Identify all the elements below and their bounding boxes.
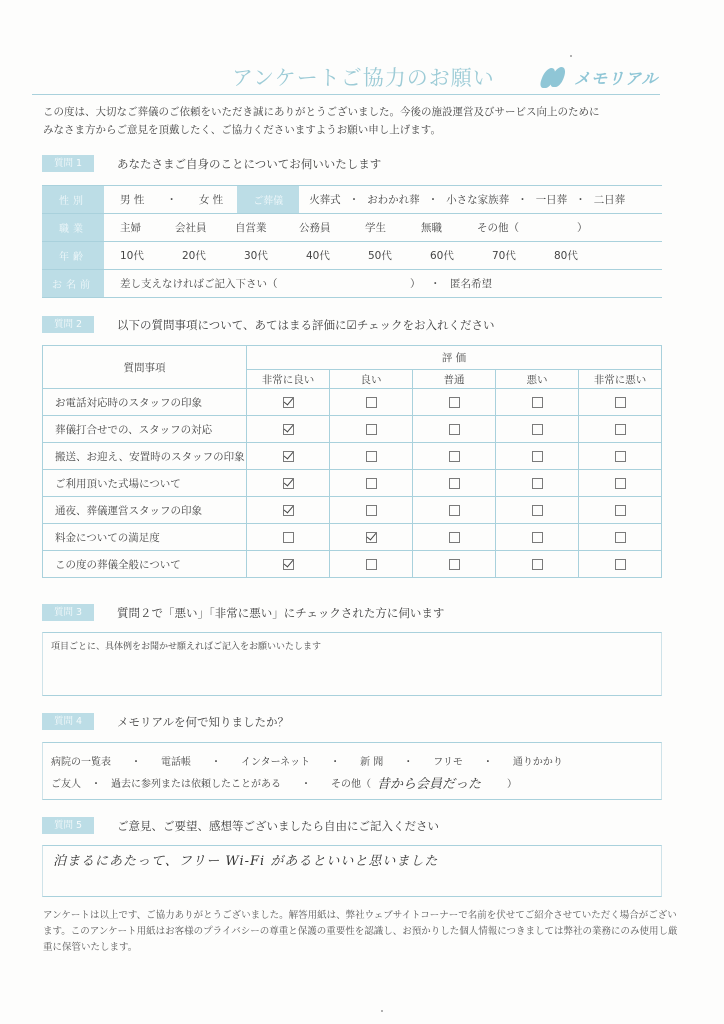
- option-one-day[interactable]: 一日葬: [535, 194, 568, 206]
- occupation-row: [42, 214, 662, 242]
- rating-row: [43, 443, 662, 470]
- row-label: 年齢: [42, 242, 104, 269]
- rating-cell: [413, 470, 496, 497]
- option-furimo[interactable]: フリモ: [433, 756, 463, 768]
- rating-cell: [247, 551, 330, 578]
- question-3-heading: [42, 604, 444, 621]
- rating-cell: [496, 389, 579, 416]
- option-male[interactable]: 男 性: [120, 194, 145, 206]
- rating-item-label: お電話対応時のスタッフの印象: [43, 389, 247, 416]
- gender-row: [42, 186, 662, 214]
- question-badge: 質問 5: [42, 817, 94, 834]
- checkbox-checked[interactable]: [283, 397, 294, 408]
- separator: ・: [166, 194, 177, 206]
- checkbox[interactable]: [366, 424, 377, 435]
- question-4-heading: [42, 713, 289, 730]
- row-label: 職業: [42, 214, 104, 241]
- rating-cell: [579, 470, 662, 497]
- rating-cell: [247, 416, 330, 443]
- rating-cell: [247, 524, 330, 551]
- checkbox[interactable]: [366, 559, 377, 570]
- rating-cell: [413, 524, 496, 551]
- rating-cell: [330, 443, 413, 470]
- separator: ・: [131, 756, 141, 768]
- separator: ・: [348, 194, 360, 206]
- checkbox[interactable]: [615, 424, 626, 435]
- name-row: [42, 270, 662, 298]
- checkbox[interactable]: [615, 559, 626, 570]
- checkbox-checked[interactable]: [283, 424, 294, 435]
- other-answer-handwritten[interactable]: 昔から会員だった: [377, 776, 482, 792]
- rating-cell: [496, 470, 579, 497]
- rating-cell: [413, 551, 496, 578]
- column-header: 非常に良い: [247, 370, 330, 389]
- question-1-heading: [42, 155, 381, 172]
- option-past-use[interactable]: 過去に参列または依頼したことがある: [111, 778, 281, 790]
- referral-line-1: [51, 749, 661, 771]
- rating-item-label: 葬儀打合せでの、スタッフの対応: [43, 416, 247, 443]
- rating-cell: [413, 497, 496, 524]
- rating-cell: [330, 470, 413, 497]
- company-logo: [540, 66, 658, 89]
- field-hint: 項目ごとに、具体例をお聞かせ願えればご記入をお願いいたします: [51, 642, 322, 652]
- rating-cell: [247, 443, 330, 470]
- age-row: [42, 242, 662, 270]
- checkbox[interactable]: [366, 478, 377, 489]
- header-divider: [32, 94, 660, 95]
- rating-cell: [330, 524, 413, 551]
- intro-text: [43, 103, 683, 139]
- checkbox[interactable]: [615, 505, 626, 516]
- question-badge: 質問 2: [42, 316, 94, 333]
- option-newspaper[interactable]: 新 聞: [360, 756, 384, 768]
- rating-item-label: この度の葬儀全般について: [43, 551, 247, 578]
- option-farewell[interactable]: おわかれ葬: [367, 194, 420, 206]
- checkbox[interactable]: [615, 532, 626, 543]
- option-age-70s[interactable]: 70代: [492, 250, 516, 262]
- checkbox[interactable]: [449, 451, 460, 462]
- checkbox[interactable]: [449, 397, 460, 408]
- logo-mark-icon: [540, 67, 568, 89]
- question-text: 質問２で「悪い」「非常に悪い」にチェックされた方に伺います: [117, 605, 445, 620]
- separator: ・: [427, 194, 439, 206]
- rating-cell: [496, 497, 579, 524]
- rating-cell: [330, 416, 413, 443]
- checkbox[interactable]: [532, 559, 543, 570]
- rating-row: [43, 497, 662, 524]
- checkbox[interactable]: [449, 532, 460, 543]
- option-self-employed[interactable]: 自営業: [235, 222, 267, 234]
- option-unemployed[interactable]: 無職: [421, 222, 442, 234]
- checkbox[interactable]: [366, 397, 377, 408]
- rating-cell: [496, 443, 579, 470]
- question-badge: 質問 1: [42, 155, 94, 172]
- checkbox[interactable]: [532, 478, 543, 489]
- separator: ・: [430, 278, 441, 290]
- intro-line-2: みなさま方からご意見を頂戴したく、ご協力くださいますようお願い申し上げます。: [43, 124, 441, 136]
- option-age-50s[interactable]: 50代: [368, 250, 392, 262]
- rating-cell: [496, 524, 579, 551]
- row-label: お名前: [42, 270, 104, 297]
- funeral-type-label: ご葬儀: [237, 186, 299, 213]
- scan-speck: [381, 1010, 383, 1012]
- rating-cell: [496, 551, 579, 578]
- column-header: 良い: [330, 370, 413, 389]
- separator: ・: [482, 756, 493, 768]
- rating-item-label: 料金についての満足度: [43, 524, 247, 551]
- checkbox[interactable]: [366, 451, 377, 462]
- checkbox[interactable]: [532, 505, 543, 516]
- option-anonymous[interactable]: 匿名希望: [450, 278, 492, 290]
- rating-cell: [330, 497, 413, 524]
- separator: ・: [301, 778, 311, 790]
- checkbox-checked[interactable]: [283, 505, 294, 516]
- intro-line-1: この度は、大切なご葬儀のご依頼をいただき誠にありがとうございました。今後の施設運営及びサービス向上のために: [43, 106, 600, 118]
- option-hospital-list[interactable]: 病院の一覧表: [51, 756, 111, 768]
- rating-cell: [413, 443, 496, 470]
- option-other[interactable]: その他（: [331, 778, 371, 790]
- option-age-60s[interactable]: 60代: [430, 250, 454, 262]
- option-age-80s[interactable]: 80代: [554, 250, 578, 262]
- question-2-heading: [42, 316, 495, 333]
- option-two-day[interactable]: 二日葬: [593, 194, 626, 206]
- scan-speck: [570, 55, 572, 57]
- column-header: 悪い: [496, 370, 579, 389]
- referral-source-options: [42, 742, 662, 800]
- checkbox[interactable]: [449, 559, 460, 570]
- checkbox[interactable]: [283, 532, 294, 543]
- rating-cell: [247, 389, 330, 416]
- option-friend[interactable]: ご友人: [51, 778, 81, 790]
- rating-cell: [413, 416, 496, 443]
- profile-table: [42, 185, 662, 298]
- footer-note: アンケートは以上です、ご協力ありがとうございました。解答用紙は、弊社ウェブサイトコーナーで名前を伏せてご紹介させていただく場合がございます。このアンケート用紙はお客様のプライバシーの尊重と保護の重要性を認識し、お預かりした個人情報につきましては弊社の業務にのみ使用し厳重に保管いたします。: [43, 910, 678, 953]
- rating-cell: [579, 524, 662, 551]
- rating-cell: [247, 497, 330, 524]
- checkbox[interactable]: [615, 397, 626, 408]
- checkbox[interactable]: [449, 505, 460, 516]
- rating-row: [43, 389, 662, 416]
- option-cremation[interactable]: 火葬式: [309, 194, 341, 206]
- checkbox[interactable]: [449, 478, 460, 489]
- name-field-label[interactable]: 差し支えなければご記入下さい（: [120, 278, 278, 290]
- question-text: あなたさまご自身のことについてお伺いいたします: [117, 156, 382, 171]
- rating-row: [43, 470, 662, 497]
- item-header: 質問事項: [43, 346, 247, 389]
- separator: ・: [517, 194, 528, 206]
- question-badge: 質問 3: [42, 604, 94, 621]
- option-family[interactable]: 小さな家族葬: [446, 194, 510, 206]
- question-badge: 質問 4: [42, 713, 94, 730]
- close-paren: ）: [577, 222, 588, 234]
- checkbox[interactable]: [532, 424, 543, 435]
- separator: ・: [403, 756, 414, 768]
- rating-cell: [330, 389, 413, 416]
- row-label: 性別: [42, 186, 104, 213]
- question-5-heading: [42, 817, 439, 834]
- referral-line-2: [51, 771, 661, 793]
- checkbox-checked[interactable]: [283, 451, 294, 462]
- option-housewife[interactable]: 主婦: [120, 222, 141, 234]
- question-text: メモリアルを何で知りましたか？: [117, 714, 290, 729]
- rating-cell: [579, 389, 662, 416]
- separator: ・: [91, 778, 101, 790]
- rating-row: [43, 551, 662, 578]
- rating-item-label: 通夜、葬儀運営スタッフの印象: [43, 497, 247, 524]
- rating-item-label: ご利用頂いた式場について: [43, 470, 247, 497]
- separator: ・: [330, 756, 341, 768]
- column-header: 非常に悪い: [579, 370, 662, 389]
- rating-cell: [579, 497, 662, 524]
- rating-cell: [579, 443, 662, 470]
- rating-table: [42, 345, 662, 578]
- checkbox-checked[interactable]: [366, 532, 377, 543]
- comments-handwritten: 泊まるにあたって、フリー Wi-Fi があるといいと思いました: [53, 854, 439, 869]
- option-age-30s[interactable]: 30代: [244, 250, 268, 262]
- option-passing-by[interactable]: 通りかかり: [512, 756, 563, 768]
- comments-field[interactable]: [42, 845, 662, 897]
- option-phonebook[interactable]: 電話帳: [161, 756, 191, 768]
- rating-cell: [330, 551, 413, 578]
- rating-cell: [247, 470, 330, 497]
- option-internet[interactable]: インターネット: [241, 756, 311, 768]
- option-age-40s[interactable]: 40代: [306, 250, 330, 262]
- close-paren: ）: [410, 278, 421, 290]
- checkbox[interactable]: [449, 424, 460, 435]
- rating-cell: [579, 416, 662, 443]
- option-age-20s[interactable]: 20代: [182, 250, 206, 262]
- checkbox-checked[interactable]: [283, 478, 294, 489]
- checkbox[interactable]: [532, 397, 543, 408]
- option-civil-servant[interactable]: 公務員: [299, 222, 331, 234]
- question-text: 以下の質問事項について、あてはまる評価に☑チェックをお入れください: [117, 317, 495, 332]
- rating-cell: [496, 416, 579, 443]
- option-age-10s[interactable]: 10代: [120, 250, 144, 262]
- page-title: アンケートご協力のお願い: [232, 66, 495, 90]
- rating-item-label: 搬送、お迎え、安置時のスタッフの印象: [43, 443, 247, 470]
- checkbox[interactable]: [615, 478, 626, 489]
- rating-row: [43, 416, 662, 443]
- option-other[interactable]: その他（: [477, 222, 519, 234]
- checkbox[interactable]: [532, 532, 543, 543]
- option-female[interactable]: 女 性: [198, 194, 224, 206]
- option-student[interactable]: 学生: [365, 222, 386, 234]
- separator: ・: [575, 194, 586, 206]
- question-text: ご意見、ご要望、感想等ございましたら自由にご記入ください: [117, 818, 439, 833]
- complaint-details-field[interactable]: [42, 632, 662, 696]
- close-paren: ）: [507, 778, 517, 790]
- rating-cell: [579, 551, 662, 578]
- checkbox[interactable]: [615, 451, 626, 462]
- checkbox-checked[interactable]: [283, 559, 294, 570]
- option-employee[interactable]: 会社員: [175, 222, 207, 234]
- rating-header: 評 価: [247, 346, 662, 370]
- rating-cell: [413, 389, 496, 416]
- rating-row: [43, 524, 662, 551]
- checkbox[interactable]: [532, 451, 543, 462]
- column-header: 普通: [413, 370, 496, 389]
- logo-text: メモリアル: [574, 69, 659, 88]
- checkbox[interactable]: [366, 505, 377, 516]
- separator: ・: [211, 756, 221, 768]
